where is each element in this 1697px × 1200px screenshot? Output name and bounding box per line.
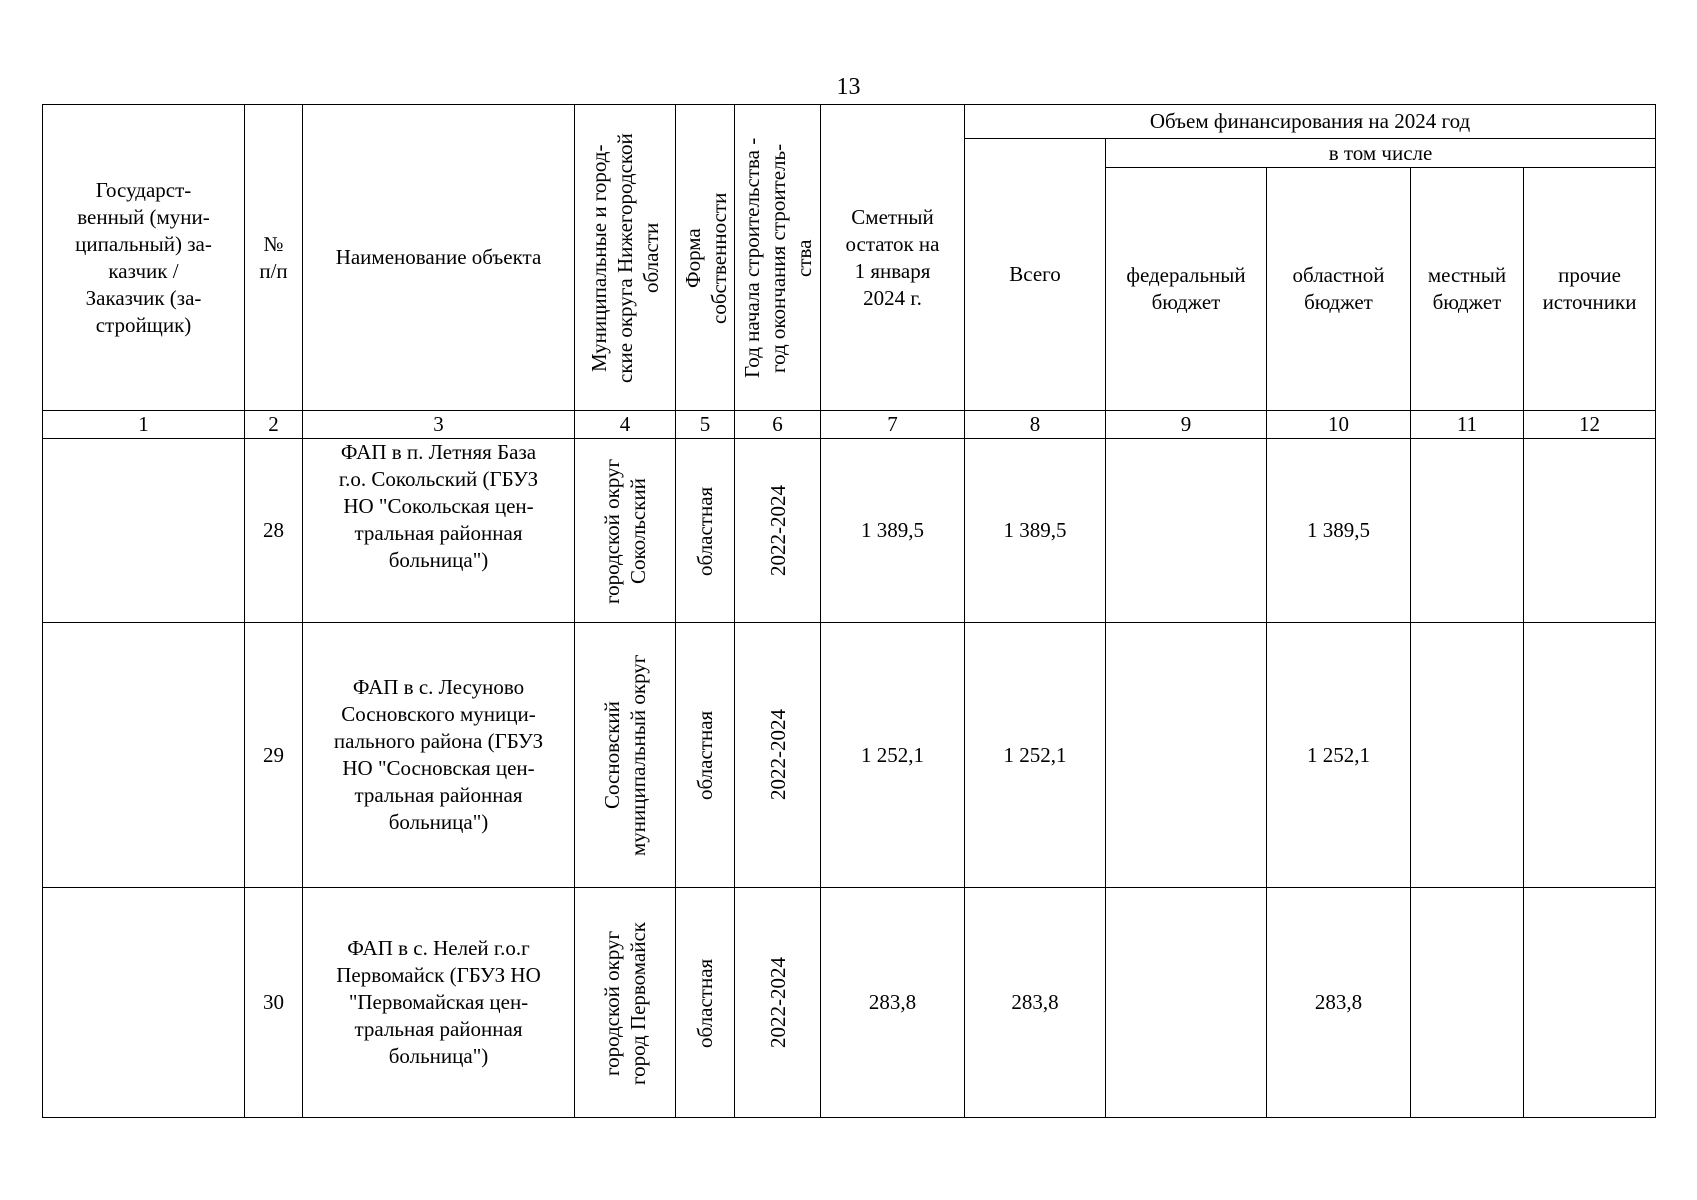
cell-years xyxy=(735,888,821,1118)
header-total xyxy=(965,139,1106,411)
cell-municipality xyxy=(575,623,676,888)
cell-regional: 1 252,1 xyxy=(1267,623,1411,888)
cell-ownership xyxy=(676,439,735,623)
header-municipality xyxy=(575,105,676,411)
cell-years-text: 2022-2024 xyxy=(765,957,790,1048)
cell-customer xyxy=(43,888,245,1118)
header-local xyxy=(1411,168,1524,411)
header-regional-label: областной бюджет xyxy=(1292,263,1385,314)
header-funding-group-label: Объем финансирования на 2024 год xyxy=(1149,109,1471,133)
cell-ownership xyxy=(676,623,735,888)
cell-index: 28 xyxy=(245,439,303,623)
header-federal xyxy=(1106,168,1267,411)
cell-federal xyxy=(1106,439,1267,623)
header-years xyxy=(735,105,821,411)
cell-ownership xyxy=(676,888,735,1118)
table-row xyxy=(43,623,1656,888)
cell-years xyxy=(735,439,821,623)
header-customer-label: Государст- венный (муни- ципальный) за- казчик / Заказчик (за- стройщик) xyxy=(75,177,212,337)
cell-total: 283,8 xyxy=(965,888,1106,1118)
cell-local xyxy=(1411,623,1524,888)
cell-ownership-text: областная xyxy=(693,710,717,800)
header-including xyxy=(1106,139,1656,168)
cell-index: 30 xyxy=(245,888,303,1118)
cell-object-name-text: ФАП в с. Нелей г.о.г Первомайск (ГБУЗ НО "Первомайская цен- тральная районная больница") xyxy=(336,936,541,1068)
column-number: 6 xyxy=(735,411,821,439)
cell-object-name-text: ФАП в п. Летняя База г.о. Сокольский (ГБУЗ НО "Сокольская цен- тральная районная больница") xyxy=(338,440,539,572)
cell-municipality-text: Сосновский муниципальный округ xyxy=(600,654,650,856)
header-balance-label: Сметный остаток на 1 января 2024 г. xyxy=(845,204,940,310)
cell-total: 1 389,5 xyxy=(965,439,1106,623)
cell-local xyxy=(1411,888,1524,1118)
header-local-label: местный бюджет xyxy=(1427,263,1507,314)
cell-balance: 1 389,5 xyxy=(821,439,965,623)
cell-federal xyxy=(1106,888,1267,1118)
cell-object-name xyxy=(303,623,575,888)
cell-object-name-text: ФАП в с. Лесуново Сосновского муници- пального района (ГБУЗ НО "Сосновская цен- тральная районная больница") xyxy=(333,675,544,834)
cell-years-text: 2022-2024 xyxy=(765,485,790,576)
cell-other xyxy=(1524,623,1656,888)
column-number: 3 xyxy=(303,411,575,439)
cell-index: 29 xyxy=(245,623,303,888)
cell-customer xyxy=(43,439,245,623)
column-number: 10 xyxy=(1267,411,1411,439)
cell-other xyxy=(1524,888,1656,1118)
cell-regional: 1 389,5 xyxy=(1267,439,1411,623)
header-municipality-label: Муниципальные и город- ские округа Нижегородской области xyxy=(587,132,663,383)
column-number: 5 xyxy=(676,411,735,439)
financing-table xyxy=(42,104,1656,1118)
cell-object-name xyxy=(303,888,575,1118)
cell-federal xyxy=(1106,623,1267,888)
header-index-label: № п/п xyxy=(259,231,288,283)
header-federal-label: федеральный бюджет xyxy=(1126,263,1246,314)
cell-municipality-text: городской округ Сокольский xyxy=(600,457,650,604)
cell-other xyxy=(1524,439,1656,623)
header-ownership xyxy=(676,105,735,411)
header-index xyxy=(245,105,303,411)
table-row xyxy=(43,888,1656,1118)
cell-ownership-text: областная xyxy=(693,485,717,576)
header-total-label: Всего xyxy=(1009,262,1061,286)
table-row xyxy=(43,439,1656,623)
column-number: 12 xyxy=(1524,411,1656,439)
cell-regional: 283,8 xyxy=(1267,888,1411,1118)
column-number: 4 xyxy=(575,411,676,439)
header-customer xyxy=(43,105,245,411)
cell-balance: 1 252,1 xyxy=(821,623,965,888)
cell-customer xyxy=(43,623,245,888)
header-balance xyxy=(821,105,965,411)
cell-ownership-text: областная xyxy=(693,957,717,1048)
column-number: 1 xyxy=(43,411,245,439)
cell-municipality-text: городской округ город Первомайск xyxy=(600,921,650,1085)
cell-years-text: 2022-2024 xyxy=(765,709,790,801)
cell-municipality xyxy=(575,439,676,623)
column-number: 11 xyxy=(1411,411,1524,439)
column-number: 2 xyxy=(245,411,303,439)
cell-local xyxy=(1411,439,1524,623)
cell-years xyxy=(735,623,821,888)
header-other xyxy=(1524,168,1656,411)
header-funding-group xyxy=(965,105,1656,139)
cell-total: 1 252,1 xyxy=(965,623,1106,888)
header-row-1 xyxy=(43,105,1656,139)
column-number: 7 xyxy=(821,411,965,439)
cell-object-name xyxy=(303,439,575,623)
header-ownership-label: Форма собственности xyxy=(681,191,731,324)
header-other-label: прочие источники xyxy=(1542,263,1637,314)
column-number: 8 xyxy=(965,411,1106,439)
header-including-label: в том числе xyxy=(1328,140,1433,165)
header-object-name-label: Наименование объекта xyxy=(335,245,542,269)
column-number: 9 xyxy=(1106,411,1267,439)
cell-balance: 283,8 xyxy=(821,888,965,1118)
header-object-name xyxy=(303,105,575,411)
header-regional xyxy=(1267,168,1411,411)
cell-municipality xyxy=(575,888,676,1118)
page-number: 13 xyxy=(836,74,861,100)
header-years-label: Год начала строительства - год окончания строитель- ства xyxy=(740,137,816,378)
column-number-row xyxy=(43,411,1656,439)
